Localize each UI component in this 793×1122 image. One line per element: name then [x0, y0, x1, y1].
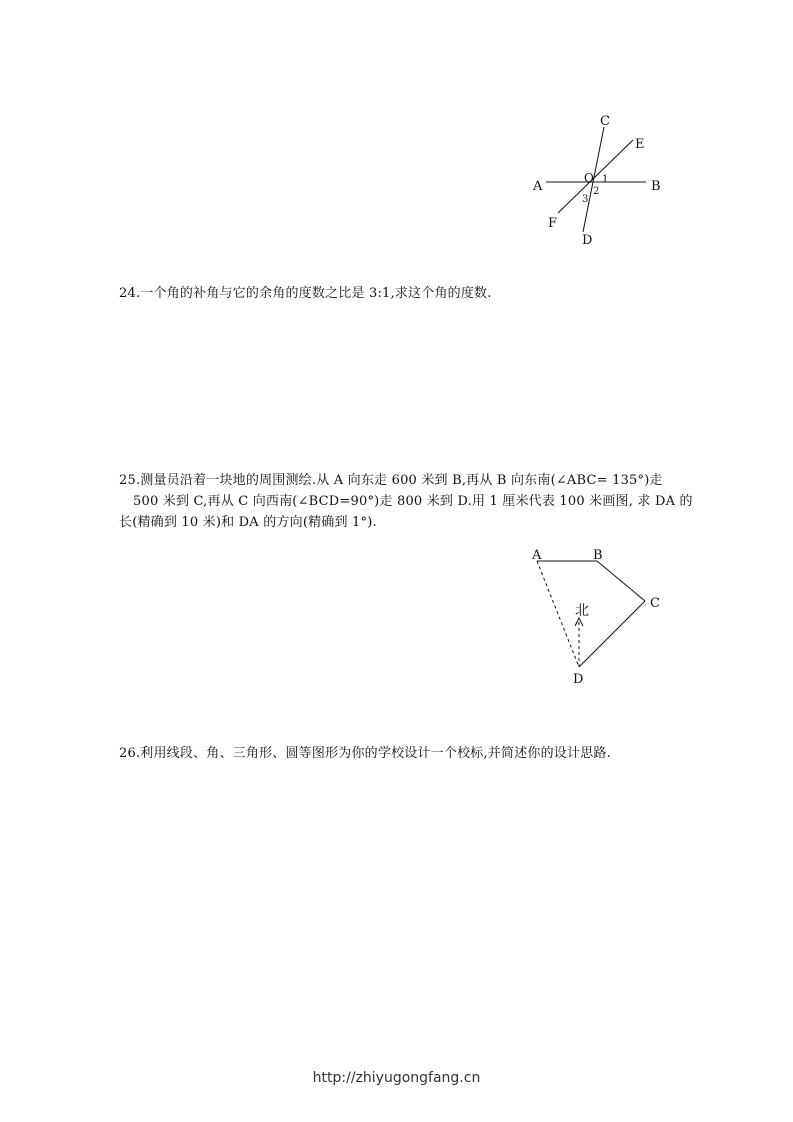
line-ef [558, 140, 633, 213]
north-label: 北 [575, 603, 589, 619]
label-a: A [533, 179, 543, 194]
label-angle-1: 1 [602, 174, 609, 185]
question-25-line-2: 500 米到 C,再从 C 向西南(∠BCD=90°)走 800 米到 D.用 1 厘米代表 100 米画图, 求 DA 的 [133, 494, 693, 509]
label-o: O [584, 171, 594, 185]
intersecting-lines-figure [520, 105, 680, 255]
segment-da-dashed [537, 561, 579, 667]
label-b: B [593, 548, 603, 563]
segment-bc [597, 561, 645, 601]
question-24-text: 24.一个角的补角与它的余角的度数之比是 3:1,求这个角的度数. [119, 286, 492, 301]
question-26-text: 26.利用线段、角、三角形、圆等图形为你的学校设计一个校标,并简述你的设计思路. [119, 746, 611, 761]
label-angle-2: 2 [593, 186, 600, 197]
question-26 [119, 743, 611, 764]
label-f: F [548, 216, 558, 231]
question-25 [119, 470, 693, 533]
question-24 [119, 283, 492, 304]
survey-path-figure [520, 540, 680, 690]
question-25-line-3: 长(精确到 10 米)和 DA 的方向(精确到 1°). [119, 515, 377, 530]
footer-url[interactable]: http://zhiyugongfang.cn [312, 1070, 481, 1086]
label-d: D [573, 672, 584, 687]
question-25-line-1: 25.测量员沿着一块地的周围测绘.从 A 向东走 600 米到 B,再从 B 向东南(∠ABC= 135°)走 [119, 473, 663, 488]
label-d: D [582, 233, 593, 248]
label-e: E [635, 137, 645, 152]
label-angle-3: 3 [582, 194, 589, 205]
label-a: A [532, 548, 542, 563]
label-b: B [651, 179, 661, 194]
label-c: C [650, 596, 660, 611]
label-c: C [600, 114, 610, 129]
